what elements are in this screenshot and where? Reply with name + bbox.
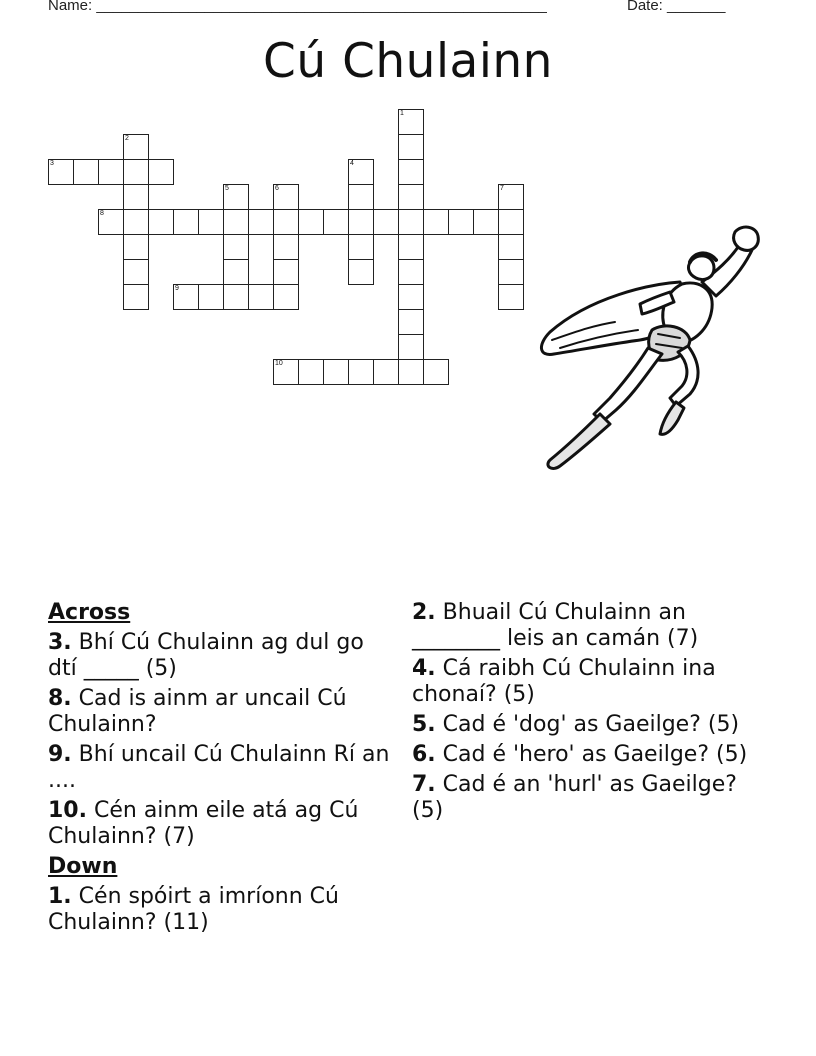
grid-cell[interactable]: [448, 209, 474, 235]
grid-cell[interactable]: [398, 334, 424, 360]
grid-cell[interactable]: [423, 359, 449, 385]
grid-cell[interactable]: [348, 259, 374, 285]
down-clue-4: 4. Cá raibh Cú Chulainn ina chonaí? (5): [412, 656, 716, 707]
grid-cell[interactable]: [348, 209, 374, 235]
grid-cell[interactable]: [498, 209, 524, 235]
grid-cell[interactable]: [123, 159, 149, 185]
grid-cell[interactable]: [373, 359, 399, 385]
grid-cell[interactable]: [348, 359, 374, 385]
grid-cell[interactable]: [48, 159, 74, 185]
grid-cell[interactable]: [148, 209, 174, 235]
down-clue-7: 7. Cad é an 'hurl' as Gaeilge? (5): [412, 772, 737, 823]
across-heading: Across: [48, 600, 131, 625]
clue-number-label: 4: [350, 160, 354, 167]
grid-cell[interactable]: [123, 234, 149, 260]
down-clue-6: 6. Cad é 'hero' as Gaeilge? (5): [412, 742, 748, 767]
clue-number-label: 9: [175, 285, 179, 292]
grid-cell[interactable]: [398, 359, 424, 385]
grid-cell[interactable]: [248, 209, 274, 235]
page-title: Cú Chulainn: [263, 34, 553, 89]
grid-cell[interactable]: [273, 359, 299, 385]
grid-cell[interactable]: [498, 184, 524, 210]
grid-cell[interactable]: [323, 209, 349, 235]
flying-superhero-icon: [530, 222, 790, 477]
grid-cell[interactable]: [398, 284, 424, 310]
grid-cell[interactable]: [173, 209, 199, 235]
grid-cell[interactable]: [98, 209, 124, 235]
grid-cell[interactable]: [398, 234, 424, 260]
grid-cell[interactable]: [223, 234, 249, 260]
grid-cell[interactable]: [498, 259, 524, 285]
down-clue-1: 1. Cén spóirt a imríonn Cú Chulainn? (11): [48, 884, 339, 935]
grid-cell[interactable]: [398, 134, 424, 160]
grid-cell[interactable]: [398, 184, 424, 210]
grid-cell[interactable]: [423, 209, 449, 235]
clue-number-label: 6: [275, 185, 279, 192]
across-clue-10: 10. Cén ainm eile atá ag Cú Chulainn? (7): [48, 798, 359, 849]
grid-cell[interactable]: [398, 259, 424, 285]
clues-right-column: [412, 600, 757, 828]
grid-cell[interactable]: [273, 234, 299, 260]
grid-cell[interactable]: [273, 259, 299, 285]
grid-cell[interactable]: [73, 159, 99, 185]
clue-number-label: 2: [125, 135, 129, 142]
grid-cell[interactable]: [498, 234, 524, 260]
date-field[interactable]: Date: _______: [627, 0, 726, 14]
grid-cell[interactable]: [98, 159, 124, 185]
grid-cell[interactable]: [398, 209, 424, 235]
down-clue-2: 2. Bhuail Cú Chulainn an ________ leis an camán (7): [412, 600, 699, 651]
grid-cell[interactable]: [198, 209, 224, 235]
grid-cell[interactable]: [398, 159, 424, 185]
grid-cell[interactable]: [148, 159, 174, 185]
grid-cell[interactable]: [398, 309, 424, 335]
grid-cell[interactable]: [323, 359, 349, 385]
grid-cell[interactable]: [473, 209, 499, 235]
clue-number-label: 8: [100, 210, 104, 217]
grid-cell[interactable]: [348, 234, 374, 260]
clue-number-label: 7: [500, 185, 504, 192]
grid-cell[interactable]: [223, 284, 249, 310]
grid-cell[interactable]: [173, 284, 199, 310]
across-clue-8: 8. Cad is ainm ar uncail Cú Chulainn?: [48, 686, 347, 737]
grid-cell[interactable]: [273, 209, 299, 235]
grid-cell[interactable]: [348, 159, 374, 185]
clue-number-label: 1: [400, 110, 404, 117]
name-field[interactable]: Name: ______________________________________________________: [48, 0, 547, 14]
grid-cell[interactable]: [123, 259, 149, 285]
clues-left-column: [48, 600, 393, 940]
grid-cell[interactable]: [223, 184, 249, 210]
down-clue-5: 5. Cad é 'dog' as Gaeilge? (5): [412, 712, 740, 737]
down-heading: Down: [48, 854, 118, 879]
grid-cell[interactable]: [123, 284, 149, 310]
grid-cell[interactable]: [273, 184, 299, 210]
grid-cell[interactable]: [298, 209, 324, 235]
grid-cell[interactable]: [123, 184, 149, 210]
clue-number-label: 10: [275, 360, 283, 367]
clue-number-label: 5: [225, 185, 229, 192]
clue-number-label: 3: [50, 160, 54, 167]
grid-cell[interactable]: [398, 109, 424, 135]
across-clue-3: 3. Bhí Cú Chulainn ag dul go dtí _____ (5): [48, 630, 364, 681]
grid-cell[interactable]: [223, 259, 249, 285]
grid-cell[interactable]: [273, 284, 299, 310]
grid-cell[interactable]: [373, 209, 399, 235]
grid-cell[interactable]: [123, 134, 149, 160]
grid-cell[interactable]: [123, 209, 149, 235]
grid-cell[interactable]: [248, 284, 274, 310]
grid-cell[interactable]: [198, 284, 224, 310]
grid-cell[interactable]: [498, 284, 524, 310]
grid-cell[interactable]: [223, 209, 249, 235]
grid-cell[interactable]: [298, 359, 324, 385]
grid-cell[interactable]: [348, 184, 374, 210]
across-clue-9: 9. Bhí uncail Cú Chulainn Rí an ....: [48, 742, 390, 793]
